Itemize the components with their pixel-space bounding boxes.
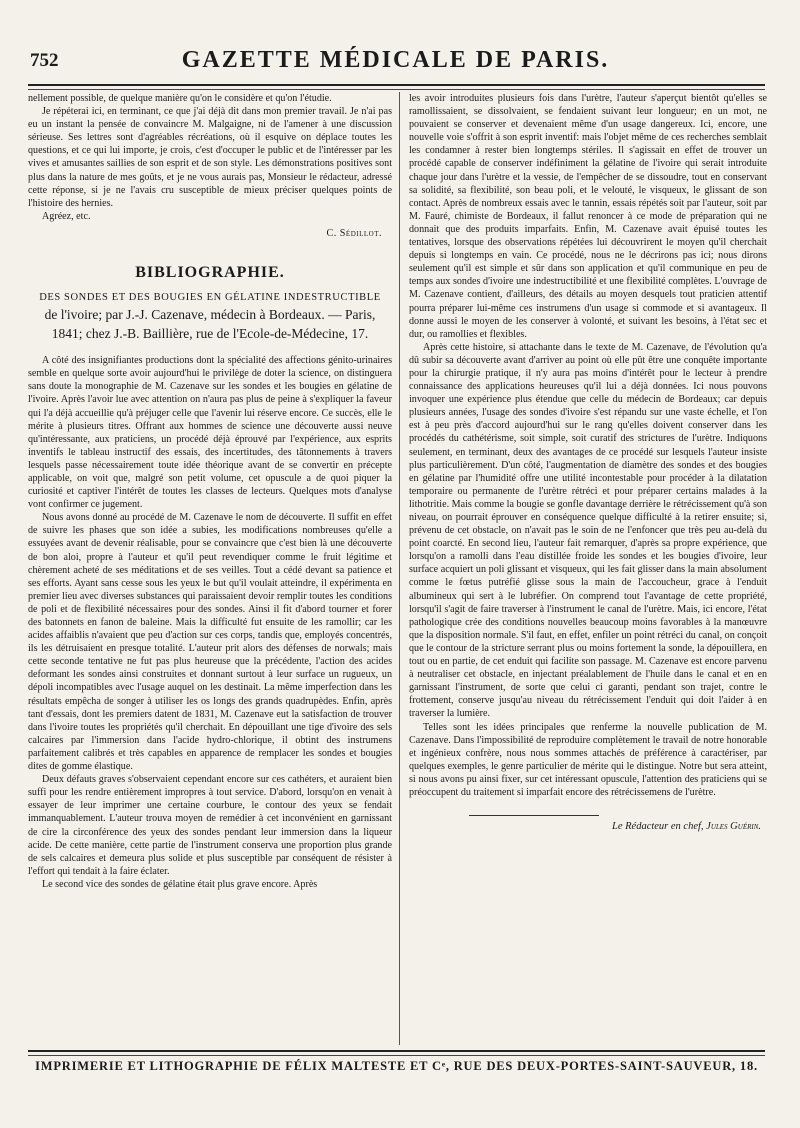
editor-signature	[409, 820, 761, 833]
paragraph: nellement possible, de quelque manière qu'on le considère et qu'on l'étudie.	[28, 93, 332, 104]
header-rule	[28, 84, 765, 86]
paragraph: Après cette histoire, si attachante dans le texte de M. Cazenave, de l'évolution qu'a dû subir sa découverte avant d'arriver au point où elle pût être une conquête importante pour la chirurgie pratique, il n'y aura pas moins d'intérêt pour le lecteur à prendre connaissance des applications heureuses qu'il lui a déjà données. Ici nous pouvons invoquer une expérience plus étendue que celle du médecin de Bordeaux; car depuis plusieurs années, l'usage des sondes d'ivoire s'est répandu sur une vaste échelle, et l'on est à peu près d'accord aujourd'hui sur le rang qu'elles doivent conserver dans les procédés du cathétérisme, soit simple, soit curatif des strictures de l'urètre. Indiquons seulement, en terminant, deux des avantages de ce procédé sur lesquels l'auteur insiste plus particulièrement. D'un côté, l'augmentation de diamètre des sondes et des bougies en gélatine par l'humidité offre une utilité incontestable pour procéder à la dilatation temporaire ou permanente de l'urètre rétréci et pour préparer certains malades à la lithotritie. Mais comme la bougie se gonfle davantage derrière le rétrécissement qu'à son niveau, on pourrait éprouver en conséquence quelque difficulté à la retirer ensuite; si, prévenu de cet obstacle, on n'avait pas le soin de ne l'enfoncer que très peu au-delà du point coarcté. En second lieu, l'auteur fait remarquer, d'après sa propre expérience, que lorsqu'on a ramolli dans l'eau distillée froide les sondes et les bougies d'ivoire, leur surface acquiert un poli glissant et visqueux, qui les fait glisser dans la main absolument comme le fœtus putréfié glisse sous la main de l'accoucheur, grace à l'enduit albumineux qui sert à le lubréfier. On comprend tout l'avantage de cette propriété, lorsqu'il s'agit de faire traverser à l'instrument le canal de l'urètre. Mais, ici encore, l'état pathologique crée des conditions nouvelles beaucoup moins favorables à la manœuvre que la disposition normale. S'il faut, en effet, enfiler un point rétréci du canal, on conçoit que le contour de la stricture serrant plus ou moins fortement la sonde, la dépouillera, en tout ou en partie, de cet enduit qui facilite son passage. M. Cazenave est encore parvenu à neutraliser cet obstacle, en injectant préalablement de l'huile dans le canal et en en garnissant l'instrument, de sorte que celui ci garanti, pendant son trajet, contre le frottement, conserve jusqu'au niveau du rétrécissement l'enduit qui doit l'aider à en traverser la lumière.	[409, 341, 767, 720]
article-title-rest: de l'ivoire; par J.-J. Cazenave, médecin à Bordeaux. — Paris, 1841; chez J.-B. Baillière, rue de l'Ecole-de-Médecine, 17.	[44, 307, 376, 342]
left-column	[28, 92, 392, 891]
footer-rule	[28, 1050, 765, 1052]
paragraph: Je répéterai ici, en terminant, ce que j'ai déjà dit dans mon premier travail. Je n'ai pas eu un instant la pensée de convaincre M. Malgaigne, ni de l'amener à une discussion sérieuse. Ses lettres sont d'agréables récréations, où il esquive on déplace toutes les questions, et ce qui lui importe, je crois, c'est d'occuper le public et de l'intéresser par les vives et amusantes saillies de son esprit et de son style. Les démonstrations positives sont plus dans la nature de mes goûts, et je ne vous aurais pas, Monsieur le rédacteur, adressé cette réponse, si je ne l'avais cru susceptible de mieux préciser quelques points de l'histoire des hernies.	[28, 106, 392, 209]
footer-rule-thin	[28, 1055, 765, 1056]
paragraph: Telles sont les idées principales que renferme la nouvelle publication de M. Cazenave. Dans l'impossibilité de reproduire complètement le travail de notre honorable et ingénieux confrère, nous nous sommes attachés de préférence à caractériser, par quelques exemples, le genre particulier de mérite qui le distingue. Notre but sera atteint, si nous avons pu ainsi fixer, sur cet intéressant opuscule, l'attention des praticiens qui se préoccupent du traitement si imparfait encore des rétrécissemens de l'urètre.	[409, 721, 767, 798]
paragraph: Nous avons donné au procédé de M. Cazenave le nom de découverte. Il suffit en effet de suivre les phases que son idée a subies, les modifications nombreuses qu'elle a essuyées avant de devenir réalisable, pour se convaincre que c'est bien là une découverte de bon aloi, propre à l'auteur et qu'il peut revendiquer comme le fruit légitime et chèrement acheté de ses méditations et de ses veilles. Tout a cédé devant sa patience et ses efforts. Ayant sans cesse sous les yeux le but qu'il voulait atteindre, il expérimenta en premier lieu avec diverses substances qui paraissaient devoir remplir toutes les conditions de poli et de flexibilité nécessaires pour des sondes. Ainsi il fit d'abord tourner et forer des batonnets en fanon de baleine. Mais la difficulté fut ensuite de les ramollir; car les acides affaiblis n'avaient que peu d'action sur ces corps, tandis que, employés concentrés, ils les détruisaient en presque totalité. L'auteur prit alors des défenses de norwals; mais cette seconde tentative ne fut pas plus heureuse que la précédente, l'action des acides deformant les sondes ainsi construites et donnant surtout à leur surface un rugueux, un dépoli incompatibles avec l'usage auquel on les destinait. La même imperfection dans les résultats empêcha de songer à utiliser les os longs des grands quadrupèdes. Enfin, après tant d'essais, dont les premiers datent de 1831, M. Cazenave eut la satisfaction de trouver dans l'ivoire toutes les propriétés qu'il cherchait. En dépouillant une tige d'ivoire des sels calcaires par l'immersion dans l'acide hydro-chlorique, il obtint des instrumens parfaitement calibrés et très capables en apparence de remplacer les sondes et bougies dites de gomme élastique.	[28, 512, 392, 773]
journal-title: GAZETTE MÉDICALE DE PARIS.	[181, 47, 610, 73]
printer-imprint: IMPRIMERIE ET LITHOGRAPHIE DE FÉLIX MALTESTE ET Cᵉ, RUE DES DEUX-PORTES-SAINT-SAUVEUR, 18.	[35, 1059, 758, 1073]
paragraph: Deux défauts graves s'observaient cependant encore sur ces cathéters, et auraient bien suffi pour les rendre entièrement impropres à tout service. D'abord, lorsqu'on en venait à essayer de leur imprimer une certaine courbure, le contour des yeux se fendait immanquablement. L'auteur trouva moyen de remédier à cet inconvénient en garnissant de cire la circonférence des yeux des sondes pendant leur immersion dans la liqueur acide. De cette manière, cette partie de l'instrument conserva une proportion plus grande de sels calcaires et demeura plus solide et plus susceptible par conséquent de résister à l'effort qui tendait à la faire éclater.	[28, 774, 392, 877]
paragraph: Agréez, etc.	[42, 210, 91, 222]
letter-signature	[28, 227, 382, 240]
editor-name: Jules Guérin.	[706, 821, 761, 833]
column-divider	[399, 92, 400, 1045]
page-number: 752	[30, 50, 59, 71]
paragraph: A côté des insignifiantes productions dont la spécialité des affections génito-urinaires semble en quelque sorte avoir aujourd'hui le privilège de doter la science, on distinguera sans doute la monographie de M. Cazenave sur les sondes et les bougies en gélatine de l'ivoire. Après l'avoir lue avec attention on n'aura pas plus de peine à s'expliquer la faveur qui l'a déjà accueillie qu'à préjuger celle que l'avenir lui réserve encore. Ce succès, elle le mérite à plusieurs titres. Offrant aux hommes de science une découverte aussi neuve qu'intéressante, aux praticiens, un procédé déjà éprouvé par l'expérience, aux esprits inventifs le tableau instructif des essais, des incertitudes, des tâtonnements à travers lesquels passe nécessairement toute idée théorique avant de se convertir en précepte applicable, on voit que, malgré son petit volume, cet opuscule a de quoi piquer la curiosité et captiver l'intérêt de toutes les classes de lecteurs. Quelques mots d'analyse vont confirmer ce jugement.	[28, 355, 392, 511]
paragraph: les avoir introduites plusieurs fois dans l'urètre, l'auteur s'aperçut bientôt qu'elles se ramollissaient, se dissolvaient, se fendaient suivant leur longueur; en un mot, ne pouvaient se conserver et devenaient même d'un usage dangereux. Ici, encore, une nouvelle voie s'offrit à son esprit inventif: mais l'objet même de ces recherches semblait les condamner à rester bien longtemps stériles. Il s'agissait en effet de trouver un procédé capable de conserver indéfiniment la gélatine de l'ivoire qui serait introduite chaque jour dans l'urètre et la vessie, de l'empêcher de se dissoudre, tout en conservant sa solidité, sa flexibilité, son beau poli, et le velouté, le visqueux, le glissant de son contact. Après de nombreux essais avec le tannin, essais répétés soit par l'auteur, soit par M. Fauré, chimiste de Bordeaux, il fallut renoncer à ce mode de préparation qui ne donnait que des produits imparfaits. Enfin, M. Cazenave avait épuisé toutes les tentatives, lorsque des observations répétées lui découvrirent le moyen qu'il cherchait depuis si longtemps en vain. Ce procédé, nous ne le décrirons pas ici; nous dirons seulement qu'il est simple et sûr dans son application et qu'il communique en peu de temps aux sondes d'ivoire une indestructibilité et une flexibilité complètes. L'ouvrage de M. Cazenave contient, d'ailleurs, des détails au moyen desquels tout praticien attentif pourra préparer lui-même ces instrumens d'un usage si commode et si avantageux. Il donne aussi le moyen de les conserver à volonté, et suivant les besoins, à l'état sec et dur, ou ramollies et flexibles.	[409, 93, 767, 340]
right-column	[409, 92, 767, 833]
article-title-caps: DES SONDES ET DES BOUGIES EN GÉLATINE INDESTRUCTIBLE	[39, 292, 381, 304]
editor-label: Le Rédacteur en chef,	[612, 821, 707, 833]
signature-name: C. Sédillot.	[326, 227, 382, 239]
article-title	[28, 289, 392, 344]
header-rule-thin	[28, 89, 765, 90]
section-title: BIBLIOGRAPHIE.	[135, 264, 285, 282]
paragraph: Le second vice des sondes de gélatine était plus grave encore. Après	[42, 878, 318, 890]
page-header	[28, 44, 763, 78]
separator-line	[469, 815, 599, 816]
